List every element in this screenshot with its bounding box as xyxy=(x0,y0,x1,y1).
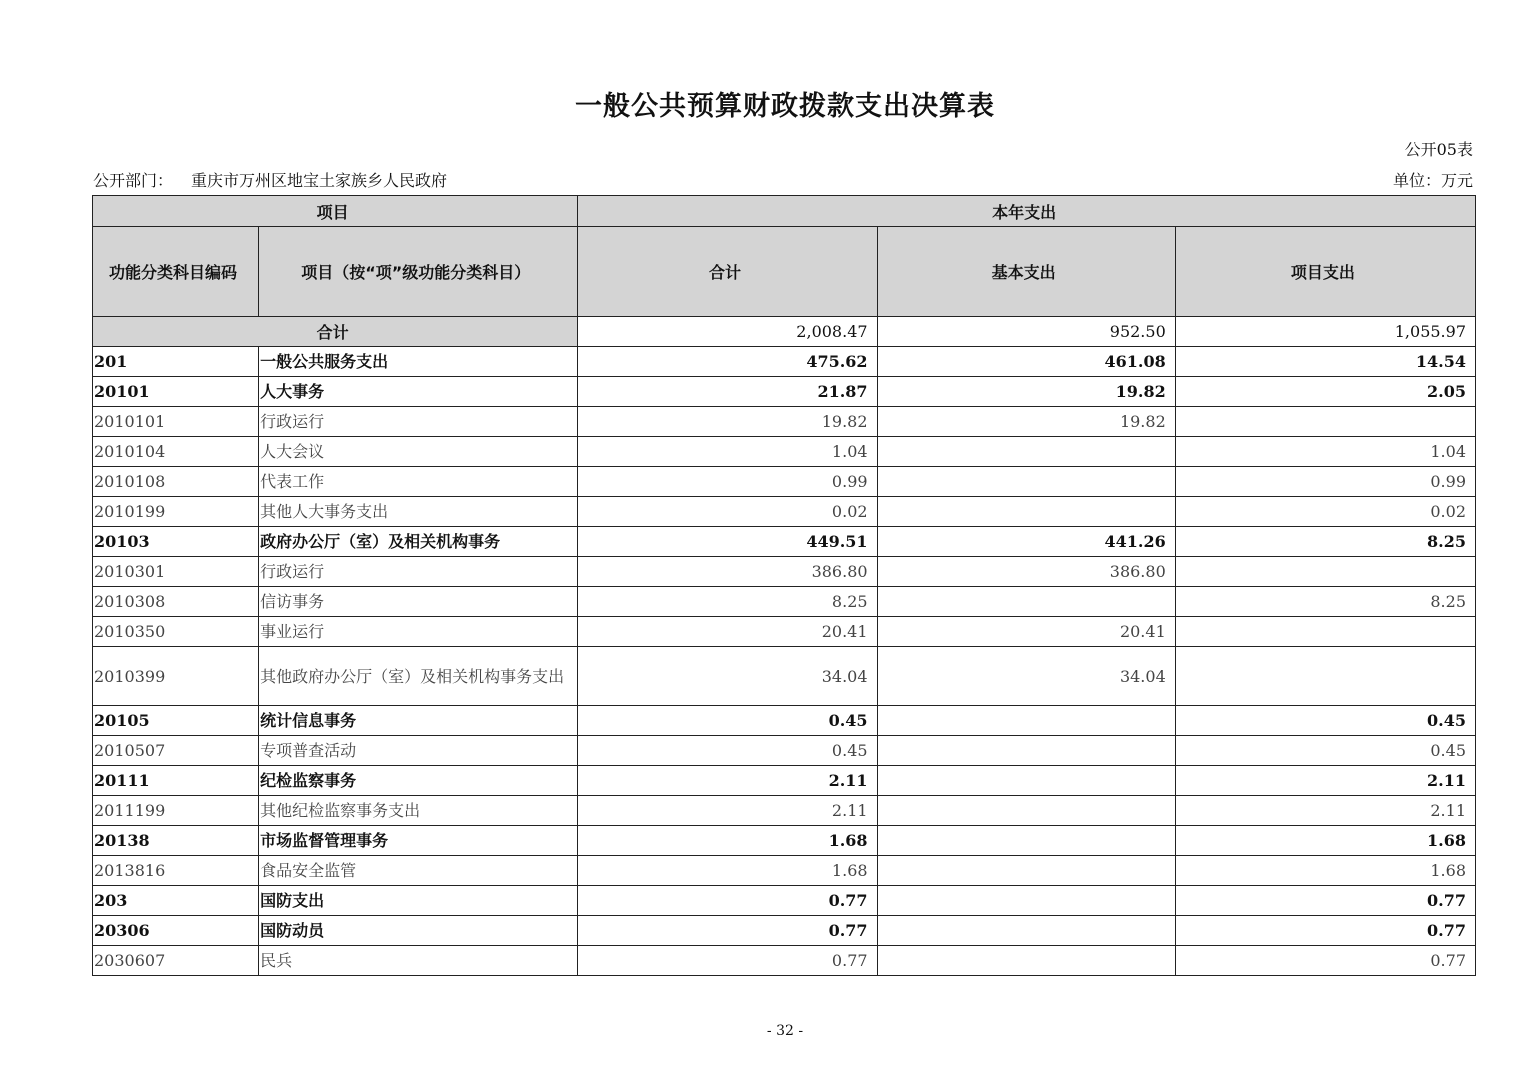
table-body xyxy=(93,317,1476,976)
row-code: 201 xyxy=(93,347,259,377)
row-total: 0.77 xyxy=(578,946,877,976)
row-name: 统计信息事务 xyxy=(259,706,578,736)
row-total: 1.68 xyxy=(578,826,877,856)
row-total: 449.51 xyxy=(578,527,877,557)
header-year-expense: 本年支出 xyxy=(578,196,1476,227)
row-name: 信访事务 xyxy=(259,587,578,617)
header-basic: 基本支出 xyxy=(877,227,1175,317)
row-code: 2010399 xyxy=(93,647,259,706)
row-name: 其他政府办公厅（室）及相关机构事务支出 xyxy=(259,647,578,706)
header-item: 项目（按“项”级功能分类科目） xyxy=(259,227,578,317)
row-basic: 20.41 xyxy=(877,617,1175,647)
row-proj: 0.02 xyxy=(1175,497,1475,527)
row-code: 2010199 xyxy=(93,497,259,527)
row-name: 其他人大事务支出 xyxy=(259,497,578,527)
row-basic xyxy=(877,467,1175,497)
table-row xyxy=(93,347,1476,377)
row-name: 市场监督管理事务 xyxy=(259,826,578,856)
row-basic xyxy=(877,826,1175,856)
row-proj: 2.11 xyxy=(1175,796,1475,826)
department-name: 重庆市万州区地宝土家族乡人民政府 xyxy=(191,171,448,190)
row-name: 民兵 xyxy=(259,946,578,976)
table-row xyxy=(93,617,1476,647)
row-basic xyxy=(877,706,1175,736)
row-proj: 0.77 xyxy=(1175,946,1475,976)
row-code: 20138 xyxy=(93,826,259,856)
header-proj: 项目支出 xyxy=(1175,227,1475,317)
department-line xyxy=(93,168,447,191)
row-proj: 14.54 xyxy=(1175,347,1475,377)
row-basic: 461.08 xyxy=(877,347,1175,377)
row-basic xyxy=(877,856,1175,886)
row-proj: 8.25 xyxy=(1175,587,1475,617)
row-code: 203 xyxy=(93,886,259,916)
header-code: 功能分类科目编码 xyxy=(93,227,259,317)
row-code: 2010104 xyxy=(93,437,259,467)
table-row xyxy=(93,527,1476,557)
row-name: 食品安全监管 xyxy=(259,856,578,886)
page-title: 一般公共预算财政拨款支出决算表 xyxy=(575,91,995,122)
row-name: 纪检监察事务 xyxy=(259,766,578,796)
row-total: 1.04 xyxy=(578,437,877,467)
table-row xyxy=(93,766,1476,796)
row-name: 行政运行 xyxy=(259,557,578,587)
row-total: 20.41 xyxy=(578,617,877,647)
row-name: 国防支出 xyxy=(259,886,578,916)
row-proj xyxy=(1175,557,1475,587)
table-row xyxy=(93,736,1476,766)
table-row xyxy=(93,407,1476,437)
row-total: 386.80 xyxy=(578,557,877,587)
row-total: 0.77 xyxy=(578,916,877,946)
table-row xyxy=(93,946,1476,976)
row-total: 0.99 xyxy=(578,467,877,497)
header-total: 合计 xyxy=(578,227,877,317)
row-proj: 1.68 xyxy=(1175,826,1475,856)
unit-label: 单位：万元 xyxy=(1392,171,1473,190)
row-basic xyxy=(877,437,1175,467)
row-name: 政府办公厅（室）及相关机构事务 xyxy=(259,527,578,557)
row-proj: 0.45 xyxy=(1175,706,1475,736)
row-code: 2011199 xyxy=(93,796,259,826)
row-basic: 441.26 xyxy=(877,527,1175,557)
row-total: 2.11 xyxy=(578,796,877,826)
row-basic xyxy=(877,796,1175,826)
row-total: 34.04 xyxy=(578,647,877,706)
row-name: 代表工作 xyxy=(259,467,578,497)
total-label: 合计 xyxy=(93,317,578,347)
row-basic xyxy=(877,736,1175,766)
row-code: 20105 xyxy=(93,706,259,736)
row-basic xyxy=(877,946,1175,976)
row-code: 2010101 xyxy=(93,407,259,437)
row-code: 2010108 xyxy=(93,467,259,497)
row-code: 2010507 xyxy=(93,736,259,766)
row-code: 20111 xyxy=(93,766,259,796)
row-proj: 1.04 xyxy=(1175,437,1475,467)
row-proj: 0.77 xyxy=(1175,886,1475,916)
table-row xyxy=(93,706,1476,736)
table-number: 公开05表 xyxy=(1404,140,1473,159)
table-row xyxy=(93,377,1476,407)
total-sum: 2,008.47 xyxy=(578,317,877,347)
row-basic: 19.82 xyxy=(877,407,1175,437)
row-proj: 0.77 xyxy=(1175,916,1475,946)
row-proj: 0.45 xyxy=(1175,736,1475,766)
row-code: 2030607 xyxy=(93,946,259,976)
total-proj: 1,055.97 xyxy=(1175,317,1475,347)
row-proj: 1.68 xyxy=(1175,856,1475,886)
row-total: 0.02 xyxy=(578,497,877,527)
row-basic xyxy=(877,886,1175,916)
row-total: 0.45 xyxy=(578,706,877,736)
row-code: 20103 xyxy=(93,527,259,557)
row-basic xyxy=(877,587,1175,617)
total-row xyxy=(93,317,1476,347)
table-row xyxy=(93,497,1476,527)
row-basic: 34.04 xyxy=(877,647,1175,706)
row-proj: 2.05 xyxy=(1175,377,1475,407)
row-name: 其他纪检监察事务支出 xyxy=(259,796,578,826)
row-basic: 386.80 xyxy=(877,557,1175,587)
row-total: 2.11 xyxy=(578,766,877,796)
row-code: 20306 xyxy=(93,916,259,946)
row-name: 国防动员 xyxy=(259,916,578,946)
row-name: 人大事务 xyxy=(259,377,578,407)
expenditure-table xyxy=(92,195,1476,976)
row-code: 20101 xyxy=(93,377,259,407)
row-code: 2013816 xyxy=(93,856,259,886)
row-total: 19.82 xyxy=(578,407,877,437)
row-basic: 19.82 xyxy=(877,377,1175,407)
row-proj xyxy=(1175,617,1475,647)
table-row xyxy=(93,467,1476,497)
row-name: 专项普查活动 xyxy=(259,736,578,766)
department-label: 公开部门： xyxy=(93,171,174,190)
row-code: 2010308 xyxy=(93,587,259,617)
row-proj: 0.99 xyxy=(1175,467,1475,497)
table-row xyxy=(93,647,1476,706)
table-row xyxy=(93,587,1476,617)
table-row xyxy=(93,557,1476,587)
row-basic xyxy=(877,497,1175,527)
table-row xyxy=(93,916,1476,946)
row-total: 21.87 xyxy=(578,377,877,407)
header-project: 项目 xyxy=(93,196,578,227)
row-total: 8.25 xyxy=(578,587,877,617)
row-basic xyxy=(877,766,1175,796)
table-row xyxy=(93,856,1476,886)
row-code: 2010301 xyxy=(93,557,259,587)
row-proj xyxy=(1175,647,1475,706)
row-name: 一般公共服务支出 xyxy=(259,347,578,377)
row-total: 1.68 xyxy=(578,856,877,886)
table-row xyxy=(93,437,1476,467)
row-code: 2010350 xyxy=(93,617,259,647)
row-proj: 2.11 xyxy=(1175,766,1475,796)
row-proj: 8.25 xyxy=(1175,527,1475,557)
row-total: 0.45 xyxy=(578,736,877,766)
table-row xyxy=(93,826,1476,856)
page-number: - 32 - xyxy=(766,1023,804,1039)
row-proj xyxy=(1175,407,1475,437)
row-name: 事业运行 xyxy=(259,617,578,647)
row-basic xyxy=(877,916,1175,946)
row-total: 475.62 xyxy=(578,347,877,377)
table-row xyxy=(93,886,1476,916)
table-row xyxy=(93,796,1476,826)
row-name: 人大会议 xyxy=(259,437,578,467)
row-total: 0.77 xyxy=(578,886,877,916)
row-name: 行政运行 xyxy=(259,407,578,437)
total-basic: 952.50 xyxy=(877,317,1175,347)
